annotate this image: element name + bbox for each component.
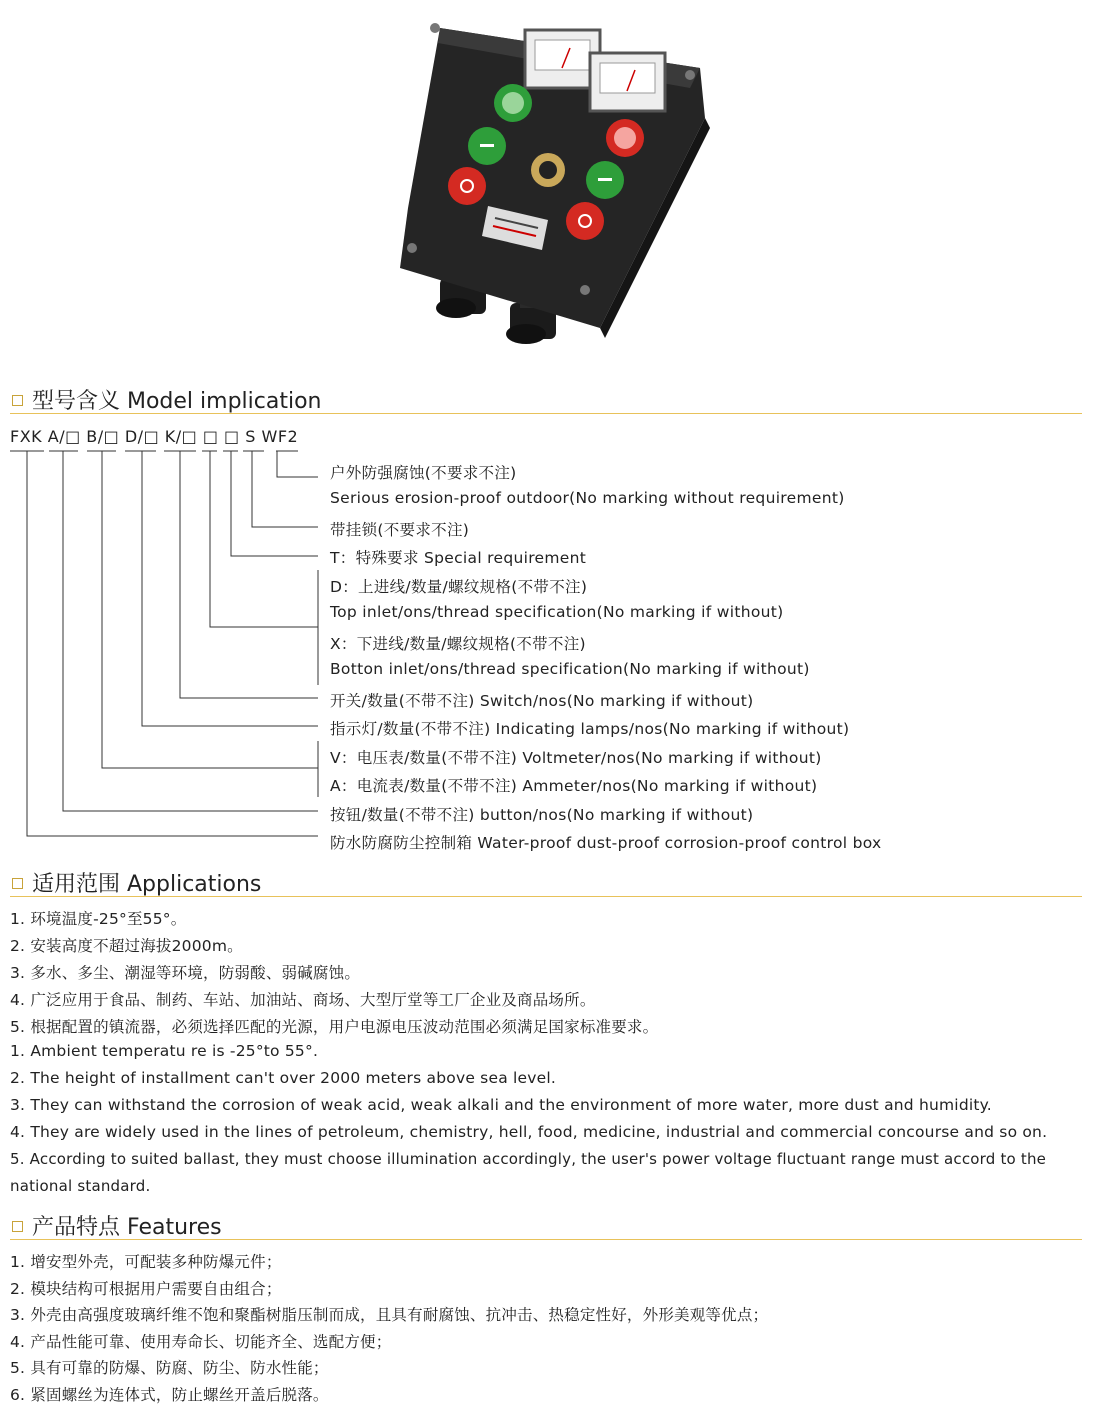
red-indicator-lamp-icon bbox=[606, 119, 644, 157]
model-desc-indicating-lamps: 指示灯/数量(不带不注) Indicating lamps/nos(No marking if without) bbox=[330, 720, 850, 738]
square-bullet-icon bbox=[12, 395, 23, 406]
model-implication-section-header bbox=[10, 383, 1082, 414]
square-bullet-icon bbox=[12, 1221, 23, 1232]
feature-item: 6. 紧固螺丝为连体式，防止螺丝开盖后脱落。 bbox=[10, 1386, 329, 1404]
application-item: 4. 广泛应用于食品、制药、车站、加油站、商场、大型厅堂等工厂企业及商品场所。 bbox=[10, 991, 596, 1009]
application-item: 1. Ambient temperatu re is -25°to 55°. bbox=[10, 1042, 319, 1060]
feature-item: 3. 外壳由高强度玻璃纤维不饱和聚酯树脂压制而成，且具有耐腐蚀、抗冲击、热稳定性好，外形美观等优点； bbox=[10, 1306, 769, 1324]
green-indicator-lamp-icon bbox=[494, 84, 532, 122]
model-desc-switch: 开关/数量(不带不注) Switch/nos(No marking if without) bbox=[330, 692, 754, 710]
feature-item: 2. 模块结构可根据用户需要自由组合； bbox=[10, 1280, 282, 1298]
green-button-icon-2 bbox=[586, 161, 624, 199]
application-item: 5. 根据配置的镇流器，必须选择匹配的光源，用户电源电压波动范围必须满足国家标准要求。 bbox=[10, 1018, 659, 1036]
red-button-icon bbox=[448, 167, 486, 205]
model-desc-top-inlet-en: Top inlet/ons/thread specification(No marking if without) bbox=[330, 603, 784, 621]
application-item: 4. They are widely used in the lines of petroleum, chemistry, hell, food, medicine, industrial and commercial concourse and so on. bbox=[10, 1123, 1048, 1141]
model-desc-top-inlet-cn: D：上进线/数量/螺纹规格(不带不注) bbox=[330, 578, 588, 596]
model-desc-outdoor-cn: 户外防强腐蚀(不要求不注) bbox=[330, 464, 517, 482]
features-section-header bbox=[10, 1209, 1082, 1240]
section-title: 适用范围 Applications bbox=[32, 872, 262, 897]
control-box-product-image bbox=[400, 8, 712, 352]
green-button-icon bbox=[468, 127, 506, 165]
model-code: FXK A/□ B/□ D/□ K/□ □ □ S WF2 bbox=[10, 427, 299, 446]
square-bullet-icon bbox=[12, 878, 23, 889]
voltmeter-icon bbox=[590, 53, 665, 111]
feature-item: 5. 具有可靠的防爆、防腐、防尘、防水性能； bbox=[10, 1359, 329, 1377]
application-item: 1. 环境温度-25°至55°。 bbox=[10, 910, 187, 928]
model-desc-special: T：特殊要求 Special requirement bbox=[330, 549, 587, 567]
section-title: 型号含义 Model implication bbox=[32, 389, 322, 414]
model-desc-button: 按钮/数量(不带不注) button/nos(No marking if without) bbox=[330, 806, 754, 824]
feature-item: 4. 产品性能可靠、使用寿命长、切能齐全、选配方便； bbox=[10, 1333, 392, 1351]
model-desc-ammeter: A：电流表/数量(不带不注) Ammeter/nos(No marking if without) bbox=[330, 777, 818, 795]
model-desc-padlock: 带挂锁(不要求不注) bbox=[330, 521, 470, 539]
feature-item: 1. 增安型外壳，可配装多种防爆元件； bbox=[10, 1253, 282, 1271]
model-desc-control-box: 防水防腐防尘控制箱 Water-proof dust-proof corrosion-proof control box bbox=[330, 834, 882, 852]
application-item: 2. The height of installment can't over 2000 meters above sea level. bbox=[10, 1069, 557, 1087]
applications-section-header bbox=[10, 866, 1082, 897]
model-desc-outdoor-en: Serious erosion-proof outdoor(No marking without requirement) bbox=[330, 489, 845, 507]
section-title: 产品特点 Features bbox=[32, 1215, 222, 1240]
model-desc-bottom-inlet-cn: X：下进线/数量/螺纹规格(不带不注) bbox=[330, 635, 586, 653]
red-button-icon-2 bbox=[566, 202, 604, 240]
model-desc-bottom-inlet-en: Botton inlet/ons/thread specification(No marking if without) bbox=[330, 660, 810, 678]
application-item: 3. They can withstand the corrosion of weak acid, weak alkali and the environment of more water, more dust and humidity. bbox=[10, 1096, 992, 1114]
application-item: 5. According to suited ballast, they must choose illumination accordingly, the user's power voltage fluctuant range must accord to the national standard. bbox=[10, 1150, 1047, 1195]
application-item: 3. 多水、多尘、潮湿等环境，防弱酸、弱碱腐蚀。 bbox=[10, 964, 361, 982]
model-desc-voltmeter: V：电压表/数量(不带不注) Voltmeter/nos(No marking if without) bbox=[330, 749, 822, 767]
selector-switch-icon bbox=[531, 153, 565, 187]
application-item: 2. 安装高度不超过海拔2000m。 bbox=[10, 937, 243, 955]
